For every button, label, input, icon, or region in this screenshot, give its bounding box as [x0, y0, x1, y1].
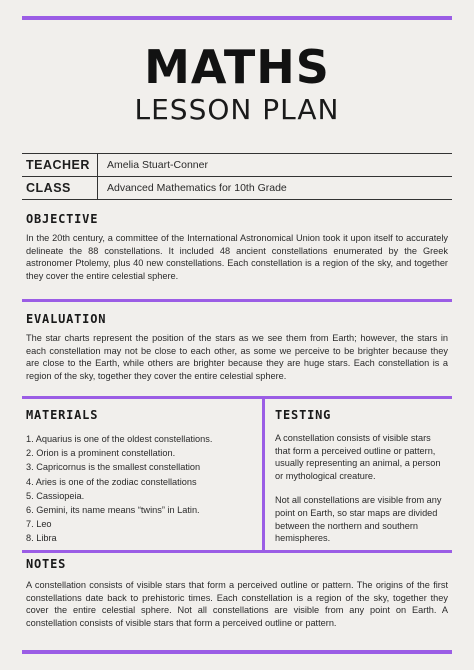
list-item: 7. Leo	[26, 519, 52, 530]
page-subtitle: LESSON PLAN	[134, 93, 340, 126]
list-item: 5. Cassiopeia.	[26, 490, 85, 501]
list-item: 8. Libra	[26, 533, 57, 544]
teacher-value: Amelia Stuart-Conner	[107, 159, 208, 171]
testing-paragraph: Not all constellations are visible from any point on Earth, so star maps are divided between the northern and southern hemispheres.	[275, 495, 442, 544]
info-row-class	[22, 177, 452, 200]
notes-section	[26, 557, 448, 629]
class-value: Advanced Mathematics for 10th Grade	[107, 182, 287, 194]
evaluation-heading: EVALUATION	[26, 312, 107, 326]
section-divider	[22, 299, 452, 302]
materials-section	[26, 408, 236, 546]
list-item: 3. Capricornus is the smallest constellation	[26, 462, 201, 473]
objective-heading: OBJECTIVE	[26, 212, 99, 226]
notes-text: A constellation consists of visible stars that form a perceived outline or pattern. The origins of the first constellations date back to prehistoric times. Each constellation is a region of the sky, together they cover the entire celestial sphere. Not all constellations are visible from any point on Earth. A constellation consists of visible stars that form a perceived outline or pattern.	[26, 580, 448, 628]
evaluation-text: The star charts represent the position of the stars as we see them from Earth; however, the stars in each constellation may not be close to each other, as some we perceive to be brighter because they are close to the Earth, while others are brighter because they are huge stars. Each constellation is a region of the sky, together they cover the entire celestial sphere.	[26, 333, 448, 381]
evaluation-section	[26, 312, 448, 382]
section-divider	[22, 396, 452, 399]
info-row-teacher	[22, 154, 452, 177]
column-divider	[262, 399, 265, 550]
list-item: 6. Gemini, its name means “twins” in Latin.	[26, 505, 200, 516]
bottom-accent-rule	[22, 650, 452, 654]
teacher-label: TEACHER	[22, 154, 98, 176]
materials-heading: MATERIALS	[26, 408, 99, 422]
testing-heading: TESTING	[275, 408, 332, 422]
materials-list	[26, 432, 236, 546]
objective-section	[26, 212, 448, 282]
testing-section	[275, 408, 448, 545]
objective-text: In the 20th century, a committee of the International Astronomical Union took it upon itself to accurately delineate the 88 constellations. It included 48 ancient constellations enumerated by the Greek astronomer Ptolemy, plus 40 new constellations. Each constellation is a region of the sky, and together they cover the entire celestial sphere.	[26, 233, 448, 281]
list-item: 4. Aries is one of the zodiac constellations	[26, 476, 197, 487]
list-item: 1. Aquarius is one of the oldest constellations.	[26, 434, 213, 444]
notes-heading: NOTES	[26, 557, 67, 571]
info-table	[22, 153, 452, 200]
testing-paragraph: A constellation consists of visible stars that form a perceived outline or pattern, usually representing an animal, a person or mythological creature.	[275, 433, 441, 481]
section-divider	[22, 550, 452, 553]
page-title: MATHS	[144, 40, 330, 94]
top-accent-rule	[22, 16, 452, 20]
list-item: 2. Orion is a prominent constellation.	[26, 448, 176, 459]
class-label: CLASS	[22, 177, 98, 199]
